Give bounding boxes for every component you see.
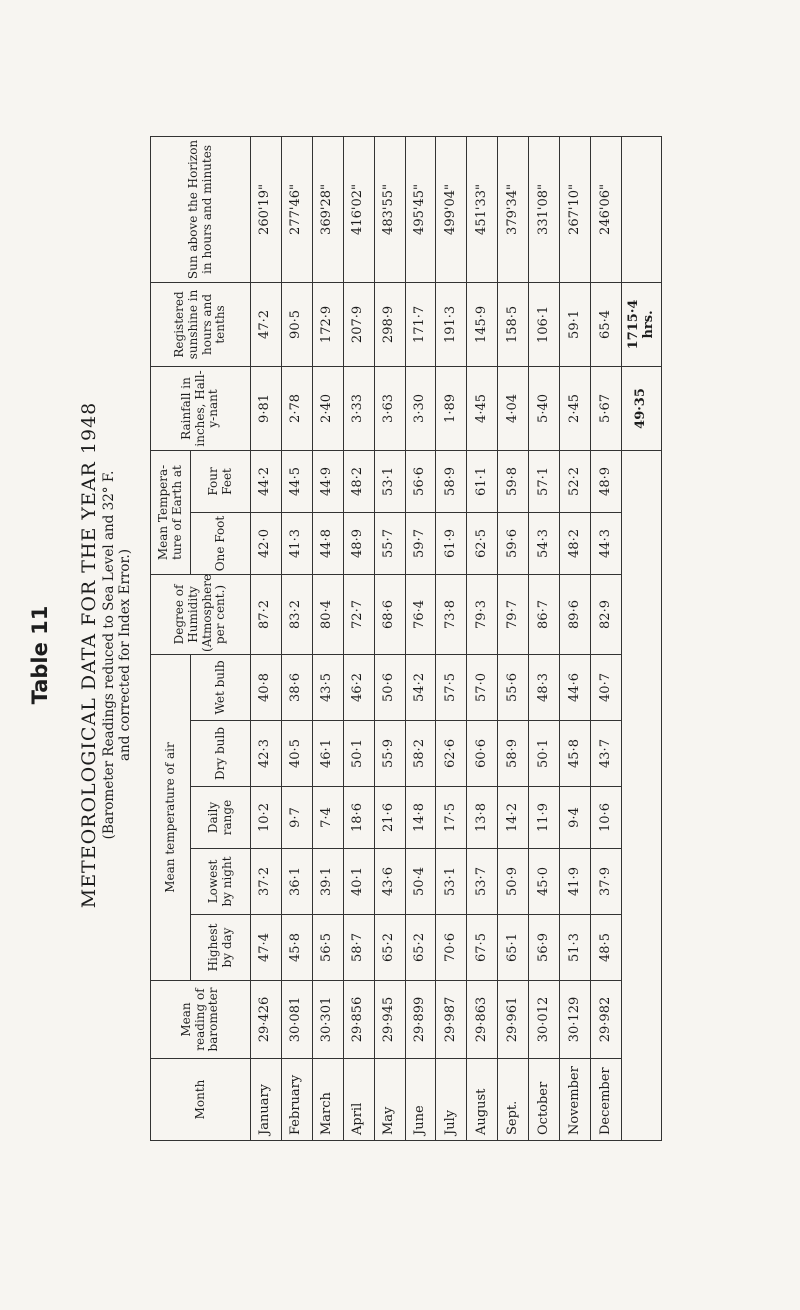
header-one-foot: One Foot <box>191 512 251 574</box>
cell-range: 9·4 <box>560 787 591 849</box>
cell-lowest: 50·4 <box>405 849 436 915</box>
header-rainfall: Rainfall in inches, Hall-y-nant <box>151 366 251 450</box>
cell-sunshine: 65·4 <box>590 282 621 366</box>
cell-humidity: 80·4 <box>312 574 343 654</box>
cell-rainfall: 3·30 <box>405 366 436 450</box>
cell-month: Sept. <box>498 1059 529 1141</box>
table-label: Table 11 <box>28 605 52 705</box>
cell-dry: 55·9 <box>374 721 405 787</box>
cell-pressure: 29·899 <box>405 981 436 1059</box>
cell-sunshine: 207·9 <box>343 282 374 366</box>
cell-highest: 65·2 <box>405 915 436 981</box>
cell-sunshine: 106·1 <box>529 282 560 366</box>
cell-four-feet: 44·5 <box>281 450 312 512</box>
cell-humidity: 68·6 <box>374 574 405 654</box>
cell-rainfall: 5·40 <box>529 366 560 450</box>
header-earth-temperature: Mean Tempera-ture of Earth at <box>151 450 191 574</box>
cell-one-foot: 41·3 <box>281 512 312 574</box>
cell-range: 13·8 <box>467 787 498 849</box>
cell-rainfall: 5·67 <box>590 366 621 450</box>
cell-sunshine: 90·5 <box>281 282 312 366</box>
cell-highest: 65·1 <box>498 915 529 981</box>
table-row <box>529 136 560 1140</box>
header-wet-bulb: Wet bulb <box>191 654 251 720</box>
table-row <box>560 136 591 1140</box>
cell-range: 7·4 <box>312 787 343 849</box>
cell-four-feet: 48·2 <box>343 450 374 512</box>
cell-lowest: 43·6 <box>374 849 405 915</box>
header-temperature-group: Mean temperature of air <box>151 654 191 980</box>
cell-one-foot: 59·7 <box>405 512 436 574</box>
cell-rainfall: 2·45 <box>560 366 591 450</box>
cell-dry: 50·1 <box>529 721 560 787</box>
cell-wet: 40·7 <box>590 654 621 720</box>
cell-highest: 48·5 <box>590 915 621 981</box>
cell-rainfall: 2·78 <box>281 366 312 450</box>
cell-sunshine: 145·9 <box>467 282 498 366</box>
cell-humidity: 86·7 <box>529 574 560 654</box>
cell-lowest: 36·1 <box>281 849 312 915</box>
cell-dry: 43·7 <box>590 721 621 787</box>
cell-rainfall: 9·81 <box>251 366 282 450</box>
cell-four-feet: 58·9 <box>436 450 467 512</box>
cell-sun-above: 499'04" <box>436 136 467 282</box>
cell-four-feet: 44·9 <box>312 450 343 512</box>
cell-wet: 57·0 <box>467 654 498 720</box>
header-lowest-by-night: Lowest by night <box>191 849 251 915</box>
cell-lowest: 50·9 <box>498 849 529 915</box>
header-highest-by-day: Highest by day <box>191 915 251 981</box>
cell-highest: 67·5 <box>467 915 498 981</box>
cell-humidity: 82·9 <box>590 574 621 654</box>
header-humidity: Degree of Humidity (Atmosphere per cent.) <box>151 574 251 654</box>
cell-sunshine: 172·9 <box>312 282 343 366</box>
cell-wet: 46·2 <box>343 654 374 720</box>
cell-range: 21·6 <box>374 787 405 849</box>
cell-wet: 44·6 <box>560 654 591 720</box>
cell-one-foot: 54·3 <box>529 512 560 574</box>
header-pressure: Mean reading of barometer <box>151 981 251 1059</box>
cell-lowest: 53·1 <box>436 849 467 915</box>
rotated-table-wrapper <box>150 137 662 1141</box>
cell-range: 14·8 <box>405 787 436 849</box>
cell-humidity: 76·4 <box>405 574 436 654</box>
cell-dry: 58·9 <box>498 721 529 787</box>
cell-sun-above: 369'28" <box>312 136 343 282</box>
meteorological-table <box>150 136 662 1141</box>
cell-highest: 51·3 <box>560 915 591 981</box>
cell-humidity: 87·2 <box>251 574 282 654</box>
cell-four-feet: 59·8 <box>498 450 529 512</box>
cell-wet: 40·8 <box>251 654 282 720</box>
cell-one-foot: 44·3 <box>590 512 621 574</box>
table-row <box>467 136 498 1140</box>
cell-wet: 55·6 <box>498 654 529 720</box>
cell-humidity: 89·6 <box>560 574 591 654</box>
header-four-feet: Four Feet <box>191 450 251 512</box>
cell-four-feet: 48·9 <box>590 450 621 512</box>
cell-wet: 57·5 <box>436 654 467 720</box>
cell-sun-above: 495'45" <box>405 136 436 282</box>
cell-one-foot: 48·2 <box>560 512 591 574</box>
cell-sunshine: 191·3 <box>436 282 467 366</box>
cell-sun-above: 277'46" <box>281 136 312 282</box>
cell-sunshine: 298·9 <box>374 282 405 366</box>
total-rainfall: 49·35 <box>622 366 662 450</box>
cell-lowest: 45·0 <box>529 849 560 915</box>
cell-dry: 40·5 <box>281 721 312 787</box>
table-subtitle-line-2: and corrected for Index Error.) <box>117 548 133 762</box>
cell-sunshine: 59·1 <box>560 282 591 366</box>
cell-sun-above: 246'06" <box>590 136 621 282</box>
header-daily-range: Daily range <box>191 787 251 849</box>
cell-one-foot: 48·9 <box>343 512 374 574</box>
cell-dry: 62·6 <box>436 721 467 787</box>
cell-lowest: 53·7 <box>467 849 498 915</box>
cell-dry: 58·2 <box>405 721 436 787</box>
header-sunshine: Registered sunshine in hours and tenths <box>151 282 251 366</box>
table-row <box>374 136 405 1140</box>
cell-sun-above: 483'55" <box>374 136 405 282</box>
cell-pressure: 30·129 <box>560 981 591 1059</box>
cell-four-feet: 53·1 <box>374 450 405 512</box>
cell-humidity: 83·2 <box>281 574 312 654</box>
cell-pressure: 29·987 <box>436 981 467 1059</box>
cell-highest: 45·8 <box>281 915 312 981</box>
cell-range: 14·2 <box>498 787 529 849</box>
cell-month: July <box>436 1059 467 1141</box>
cell-lowest: 41·9 <box>560 849 591 915</box>
table-row <box>251 136 282 1140</box>
cell-humidity: 72·7 <box>343 574 374 654</box>
table-row <box>281 136 312 1140</box>
cell-humidity: 79·7 <box>498 574 529 654</box>
cell-rainfall: 1·89 <box>436 366 467 450</box>
table-row <box>405 136 436 1140</box>
cell-four-feet: 44·2 <box>251 450 282 512</box>
cell-sun-above: 260'19" <box>251 136 282 282</box>
cell-month: December <box>590 1059 621 1141</box>
cell-month: March <box>312 1059 343 1141</box>
cell-highest: 58·7 <box>343 915 374 981</box>
cell-lowest: 37·2 <box>251 849 282 915</box>
cell-range: 17·5 <box>436 787 467 849</box>
cell-dry: 45·8 <box>560 721 591 787</box>
table-row <box>590 136 621 1140</box>
totals-spacer <box>622 450 662 1140</box>
table-row <box>312 136 343 1140</box>
cell-month: June <box>405 1059 436 1141</box>
cell-four-feet: 61·1 <box>467 450 498 512</box>
cell-month: October <box>529 1059 560 1141</box>
table-title: METEOROLOGICAL DATA FOR THE YEAR 1948 <box>78 401 100 909</box>
header-dry-bulb: Dry bulb <box>191 721 251 787</box>
cell-wet: 43·5 <box>312 654 343 720</box>
cell-one-foot: 61·9 <box>436 512 467 574</box>
cell-sun-above: 379'34" <box>498 136 529 282</box>
cell-sunshine: 47·2 <box>251 282 282 366</box>
cell-sun-above: 267'10" <box>560 136 591 282</box>
cell-wet: 38·6 <box>281 654 312 720</box>
cell-rainfall: 3·33 <box>343 366 374 450</box>
page-heading <box>0 0 150 1310</box>
cell-pressure: 29·426 <box>251 981 282 1059</box>
cell-highest: 47·4 <box>251 915 282 981</box>
cell-range: 10·2 <box>251 787 282 849</box>
cell-sun-above: 451'33" <box>467 136 498 282</box>
cell-month: November <box>560 1059 591 1141</box>
cell-month: May <box>374 1059 405 1141</box>
cell-one-foot: 62·5 <box>467 512 498 574</box>
cell-wet: 50·6 <box>374 654 405 720</box>
cell-range: 18·6 <box>343 787 374 849</box>
cell-one-foot: 59·6 <box>498 512 529 574</box>
cell-pressure: 30·081 <box>281 981 312 1059</box>
cell-dry: 50·1 <box>343 721 374 787</box>
cell-sunshine: 158·5 <box>498 282 529 366</box>
cell-month: August <box>467 1059 498 1141</box>
cell-lowest: 37·9 <box>590 849 621 915</box>
cell-range: 9·7 <box>281 787 312 849</box>
cell-pressure: 29·856 <box>343 981 374 1059</box>
cell-wet: 48·3 <box>529 654 560 720</box>
cell-sunshine: 171·7 <box>405 282 436 366</box>
cell-lowest: 39·1 <box>312 849 343 915</box>
cell-four-feet: 57·1 <box>529 450 560 512</box>
cell-pressure: 30·301 <box>312 981 343 1059</box>
table-row <box>343 136 374 1140</box>
cell-four-feet: 52·2 <box>560 450 591 512</box>
header-sun-above-horizon: Sun above the Horizon in hours and minutes <box>151 136 251 282</box>
header-month: Month <box>151 1059 251 1141</box>
cell-sun-above: 331'08" <box>529 136 560 282</box>
cell-highest: 56·5 <box>312 915 343 981</box>
cell-dry: 60·6 <box>467 721 498 787</box>
cell-one-foot: 42·0 <box>251 512 282 574</box>
table-row <box>436 136 467 1140</box>
cell-one-foot: 55·7 <box>374 512 405 574</box>
cell-wet: 54·2 <box>405 654 436 720</box>
cell-month: April <box>343 1059 374 1141</box>
cell-rainfall: 3·63 <box>374 366 405 450</box>
cell-pressure: 30·012 <box>529 981 560 1059</box>
cell-rainfall: 2·40 <box>312 366 343 450</box>
cell-dry: 46·1 <box>312 721 343 787</box>
cell-pressure: 29·982 <box>590 981 621 1059</box>
cell-lowest: 40·1 <box>343 849 374 915</box>
cell-pressure: 29·961 <box>498 981 529 1059</box>
cell-month: January <box>251 1059 282 1141</box>
cell-highest: 70·6 <box>436 915 467 981</box>
cell-dry: 42·3 <box>251 721 282 787</box>
cell-four-feet: 56·6 <box>405 450 436 512</box>
cell-highest: 56·9 <box>529 915 560 981</box>
cell-highest: 65·2 <box>374 915 405 981</box>
cell-humidity: 73·8 <box>436 574 467 654</box>
totals-empty-cell <box>622 136 662 282</box>
cell-range: 10·6 <box>590 787 621 849</box>
cell-pressure: 29·863 <box>467 981 498 1059</box>
cell-rainfall: 4·45 <box>467 366 498 450</box>
table-subtitle: (Barometer Readings reduced to Sea Level and 32° F. <box>101 470 117 840</box>
cell-month: February <box>281 1059 312 1141</box>
cell-range: 11·9 <box>529 787 560 849</box>
cell-pressure: 29·945 <box>374 981 405 1059</box>
cell-humidity: 79·3 <box>467 574 498 654</box>
total-sunshine: 1715·4 hrs. <box>622 282 662 366</box>
cell-rainfall: 4·04 <box>498 366 529 450</box>
cell-one-foot: 44·8 <box>312 512 343 574</box>
table-row <box>498 136 529 1140</box>
cell-sun-above: 416'02" <box>343 136 374 282</box>
